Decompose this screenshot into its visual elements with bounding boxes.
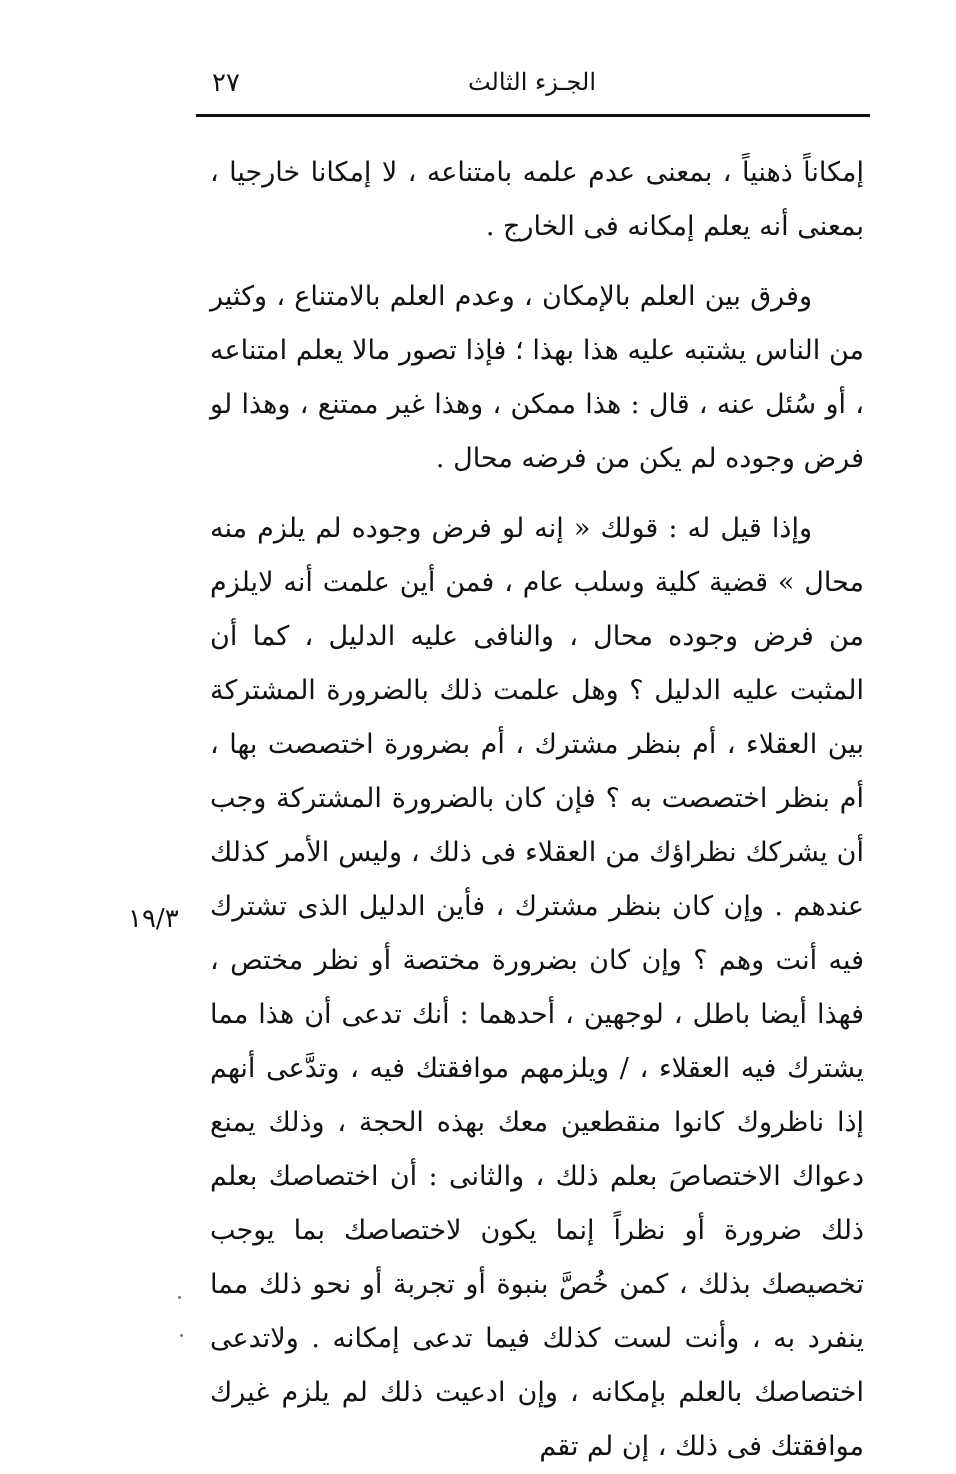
paragraph-3: وإذا قيل له : قولك « إنه لو فرض وجوده لم يلزم منه محال » قضية كلية وسلب عام ، فمن أين علمت أنه لايلزم من فرض وجوده محال ، والنافى عليه الدليل ، كما أن المثبت عليه الدليل ؟ وهل علمت ذلك بالضرورة المشتركة بين العقلاء ، أم بنظر مشترك ، أم بضرورة اختصصت بها ، أم بنظر اختصصت به ؟ فإن كان بالضرورة المشتركة وجب أن يشركك نظراؤك من العقلاء فى ذلك ، وليس الأمر كذلك عندهم . وإن كان بنظر مشترك ، فأين الدليل الذى تشترك فيه أنت وهم ؟ وإن كان بضرورة مختصة أو نظر مختص ، فهذا أيضا باطل ، لوجهين ، أحدهما : أنك تدعى أن هذا مما يشترك فيه العقلاء ، / ويلزمهم موافقتك فيه ، وتدَّعى أنهم إذا ناظروك كانوا منقطعين معك بهذه الحجة ، وذلك يمنع دعواك الاختصاصَ بعلم ذلك ، والثانى : أن اختصاصك بعلم ذلك ضرورة أو نظراً إنما يكون لاختصاصك بما يوجب تخصيصك بذلك ، كمن خُصَّ بنبوة أو تجربة أو نحو ذلك مما ينفرد به ، وأنت لست كذلك فيما تدعى إمكانه . ولاتدعى اختصاصك بالعلم بإمكانه ، وإن ادعيت ذلك لم يلزم غيرك موافقتك فى ذلك ، إن لم تقم <box>210 513 864 1462</box>
page-number: ٢٧ <box>212 68 240 98</box>
page-header <box>196 58 868 108</box>
running-title: الجـزء الثالث <box>467 68 597 96</box>
scan-speck <box>180 1334 183 1337</box>
paragraph-1: إمكاناً ذهنياً ، بمعنى عدم علمه بامتناعه ، لا إمكانا خارجيا ، بمعنى أنه يعلم إمكانه فى الخارج . <box>210 157 864 242</box>
header-rule <box>196 114 870 117</box>
paragraph-2: وفرق بين العلم بالإمكان ، وعدم العلم بالامتناع ، وكثير من الناس يشتبه عليه هذا بهذا ؛ فإذا تصور مالا يعلم امتناعه ، أو سُئل عنه ، قال : هذا ممكن ، وهذا غير ممتنع ، وهذا لو فرض وجوده لم يكن من فرضه محال . <box>210 281 864 474</box>
margin-reference: ١٩/٣ <box>128 904 179 934</box>
scan-speck <box>178 1296 181 1299</box>
body-text <box>210 146 864 1474</box>
